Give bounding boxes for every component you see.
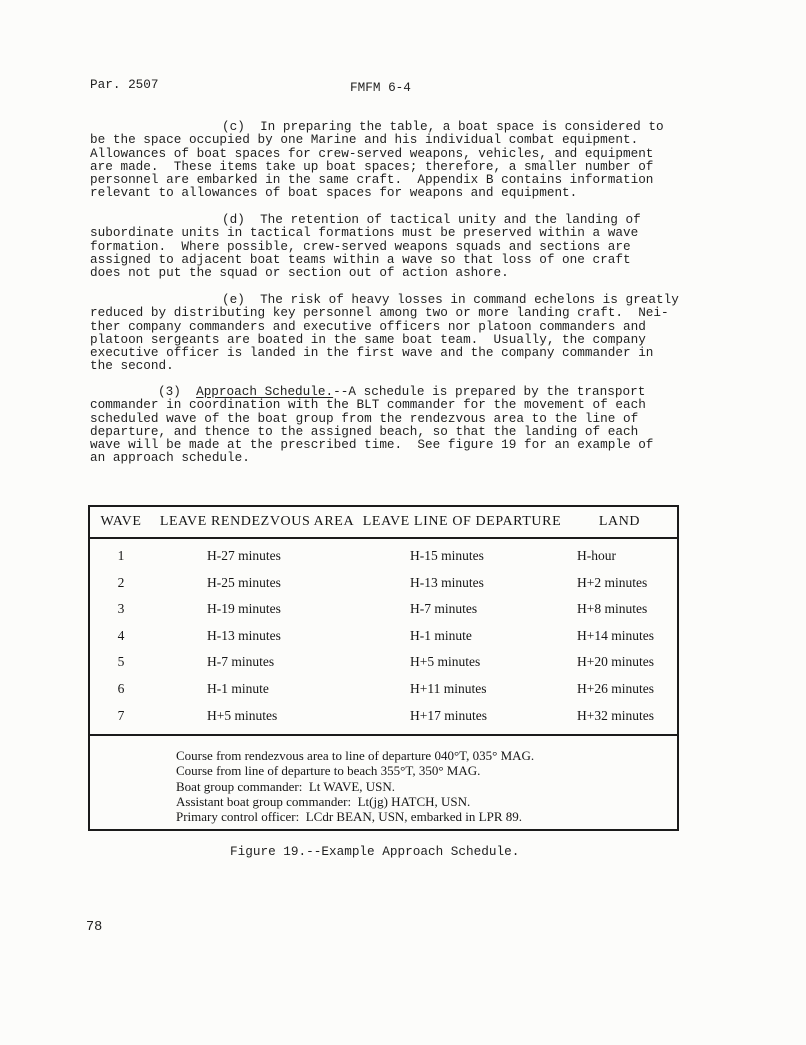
text-line: subordinate units in tactical formations must be preserved within a wave [90, 225, 639, 241]
cell-leave-lod: H-1 minute [410, 627, 472, 643]
cell-land: H+26 minutes [577, 680, 654, 696]
text-segment: --A schedule is prepared by the transport [333, 384, 646, 399]
text-line: ther company commanders and executive officers nor platoon commanders and [90, 318, 646, 334]
column-header-leave-rendezvous-area: LEAVE RENDEZVOUS AREA [159, 514, 355, 529]
cell-wave: 3 [117, 601, 125, 617]
table-row [90, 596, 677, 623]
cell-leave-lod: H-13 minutes [410, 574, 484, 590]
cell-land: H+14 minutes [577, 627, 654, 643]
manual-title-header: FMFM 6-4 [350, 80, 411, 95]
table-row [90, 623, 677, 650]
cell-wave: 5 [117, 654, 125, 670]
cell-land: H+20 minutes [577, 654, 654, 670]
cell-wave: 4 [117, 627, 125, 643]
table-row [90, 649, 677, 676]
paragraph-number-header: Par. 2507 [90, 77, 159, 92]
table-row [90, 703, 677, 730]
text-line: are made. These items take up boat spaces; therefore, a smaller number of [90, 158, 654, 174]
approach-schedule-table [88, 505, 679, 831]
text-line: reduced by distributing key personnel among two or more landing craft. Nei- [90, 305, 669, 321]
column-header-leave-line-of-departure: LEAVE LINE OF DEPARTURE [362, 514, 562, 529]
cell-land: H-hour [577, 548, 616, 563]
column-header-wave: WAVE [100, 514, 142, 529]
text-line: executive officer is landed in the first wave and the company commander in [90, 345, 654, 361]
text-line: formation. Where possible, crew-served weapons squads and sections are [90, 238, 631, 254]
paragraph-e [90, 293, 679, 373]
cell-land: H+8 minutes [577, 601, 648, 617]
cell-leave-lod: H-15 minutes [410, 548, 484, 563]
cell-wave: 2 [117, 574, 125, 590]
table-row [90, 570, 677, 597]
table-note-line: Assistant boat group commander: Lt(jg) HATCH, USN. [176, 793, 471, 809]
cell-leave-rendezvous: H-19 minutes [207, 601, 281, 617]
paragraph-c [90, 120, 664, 200]
cell-leave-rendezvous: H-27 minutes [207, 548, 281, 563]
table-note-line: Boat group commander: Lt WAVE, USN. [176, 778, 396, 794]
text-line: departure, and thence to the assigned beach, so that the landing of each [90, 423, 639, 439]
table-row [90, 676, 677, 703]
text-line [90, 385, 653, 398]
page-number: 78 [86, 920, 103, 935]
cell-leave-lod: H+5 minutes [410, 654, 481, 670]
text-line: platoon sergeants are boated in the same boat team. Usually, the company [90, 331, 646, 347]
cell-leave-lod: H+11 minutes [410, 680, 487, 696]
underlined-heading: Approach Schedule. [196, 384, 334, 399]
figure-caption: Figure 19.--Example Approach Schedule. [230, 844, 520, 859]
table-note-line: Course from rendezvous area to line of departure 040°T, 035° MAG. [176, 748, 535, 764]
table-header-row [90, 507, 677, 539]
text-line: relevant to allowances of boat spaces for weapons and equipment. [90, 185, 578, 201]
text-line: personnel are embarked in the same craft. Appendix B contains information [90, 172, 654, 188]
table-note-line: Primary control officer: LCdr BEAN, USN, embarked in LPR 89. [176, 808, 523, 824]
cell-leave-rendezvous: H-7 minutes [207, 654, 275, 670]
text-line: (c) In preparing the table, a boat space is considered to [222, 119, 664, 134]
text-line: (d) The retention of tactical unity and the landing of [222, 212, 641, 227]
paragraph-3-approach-schedule [90, 385, 653, 465]
cell-leave-rendezvous: H+5 minutes [207, 707, 278, 723]
table-note-line: Course from line of departure to beach 355°T, 350° MAG. [176, 763, 481, 779]
column-header-land: LAND [598, 514, 641, 529]
cell-leave-lod: H+17 minutes [410, 707, 487, 723]
cell-wave: 6 [117, 680, 125, 696]
table-notes [90, 734, 677, 829]
paragraph-d [90, 213, 641, 279]
cell-land: H+32 minutes [577, 707, 654, 723]
table-row [90, 543, 677, 570]
cell-leave-lod: H-7 minutes [410, 601, 478, 617]
cell-leave-rendezvous: H-13 minutes [207, 627, 281, 643]
cell-wave: 1 [117, 548, 125, 563]
cell-leave-rendezvous: H-25 minutes [207, 574, 281, 590]
text-line: Allowances of boat spaces for crew-served weapons, vehicles, and equipment [90, 145, 654, 161]
text-line: (e) The risk of heavy losses in command echelons is greatly [222, 292, 679, 307]
cell-land: H+2 minutes [577, 574, 648, 590]
text-line: an approach schedule. [90, 450, 250, 466]
text-line: does not put the squad or section out of action ashore. [90, 265, 509, 281]
text-line: scheduled wave of the boat group from the rendezvous area to the line of [90, 410, 639, 426]
text-line: be the space occupied by one Marine and his individual combat equipment. [90, 132, 639, 148]
cell-leave-rendezvous: H-1 minute [207, 680, 269, 696]
text-line: the second. [90, 358, 174, 374]
paragraph-label: (3) [158, 384, 197, 399]
table-body [90, 539, 677, 734]
cell-wave: 7 [117, 707, 125, 723]
text-line: assigned to adjacent boat teams within a wave so that loss of one craft [90, 251, 631, 267]
text-line: wave will be made at the prescribed time. See figure 19 for an example of [90, 437, 654, 453]
text-line: commander in coordination with the BLT commander for the movement of each [90, 397, 646, 413]
